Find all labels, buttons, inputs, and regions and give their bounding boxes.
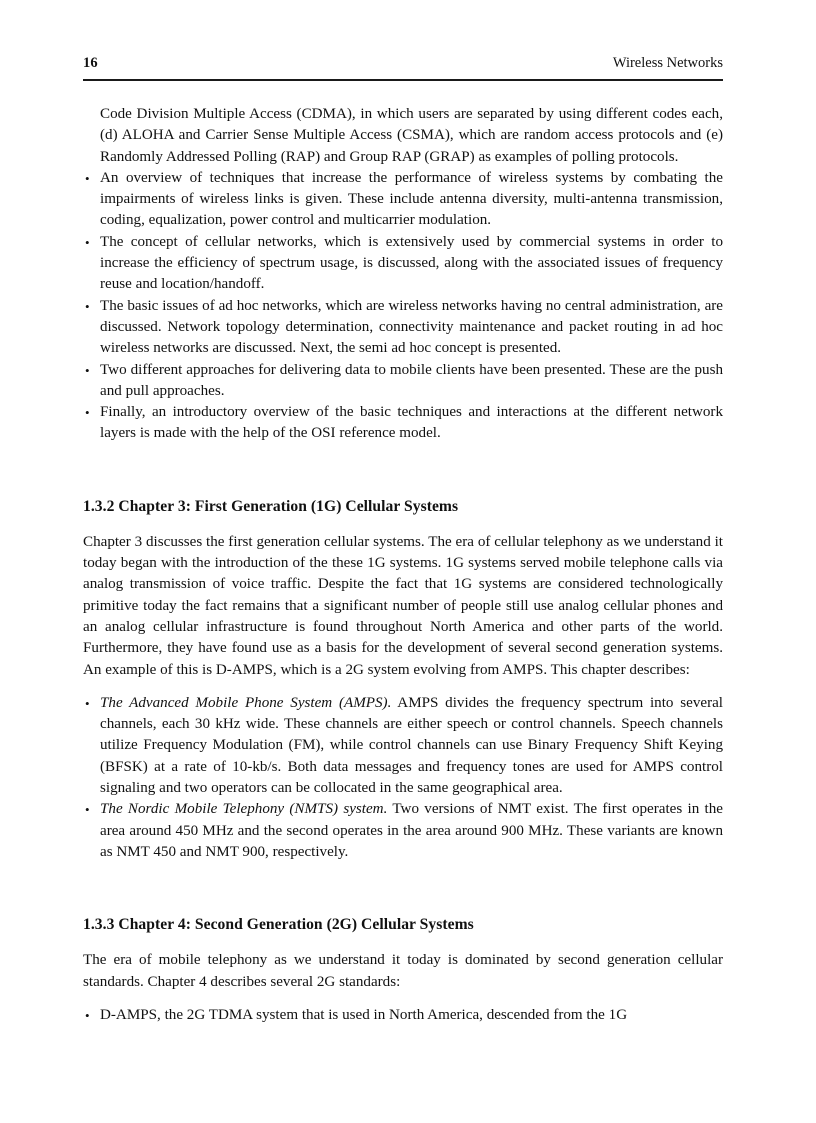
page-content	[83, 104, 723, 1026]
list-item	[83, 402, 723, 445]
bullet-marker-icon: •	[85, 298, 90, 314]
spacer	[83, 445, 723, 496]
list-item-text: Two versions of NMT exist. The first operates in the area around 450 MHz and the second operates in the area around 900 MHz. These variants are known as NMT 450 and NMT 900, respectively.	[100, 801, 724, 860]
list-item-text: AMPS divides the frequency spectrum into several channels, each 30 kHz wide. These channels are either speech or control channels. Speech channels utilize Frequency Modulation (FM), while control channels can use Binary Frequency Shift Keying (BFSK) at a rate of 10-kb/s. Both data messages and frequency tones are used for AMPS control signaling and two operators can be collocated in the same geographical area.	[100, 694, 723, 797]
bullet-marker-icon: •	[85, 802, 90, 818]
section-heading-133: 1.3.3 Chapter 4: Second Generation (2G) Cellular Systems	[83, 916, 474, 934]
page-header	[83, 56, 723, 71]
list-item-text: An overview of techniques that increase the performance of wireless systems by combating the impairments of wireless links is given. These include antenna diversity, multi-antenna transmission, coding, equalization, power control and multicarrier modulation.	[100, 169, 723, 229]
spacer	[83, 517, 723, 532]
header-divider-rule	[83, 79, 723, 81]
continuation-paragraph: Code Division Multiple Access (CDMA), in which users are separated by using different codes each, (d) ALOHA and Carrier Sense Multiple Access (CSMA), which are random access protocols and (e) Randomly Addressed Polling (RAP) and Group RAP (GRAP) as examples of polling protocols.	[100, 106, 723, 165]
section-133-bullet-list	[83, 1005, 723, 1026]
spacer	[83, 935, 723, 950]
list-item-italic-lead: The Advanced Mobile Phone System (AMPS).	[100, 694, 392, 711]
section-133-paragraph: The era of mobile telephony as we understand it today is dominated by second generation cellular standards. Chapter 4 describes several 2G standards:	[83, 952, 723, 990]
bullet-marker-icon: •	[85, 362, 90, 378]
section-132-bullet-list	[83, 693, 723, 863]
list-item-text: The concept of cellular networks, which is extensively used by commercial systems in order to increase the efficiency of spectrum usage, is discussed, along with the associated issues of frequency reuse and location/handoff.	[100, 233, 723, 293]
spacer	[83, 993, 723, 1005]
spacer	[83, 863, 723, 914]
chapter2-summary-bullet-list	[83, 168, 723, 445]
bullet-marker-icon: •	[85, 170, 90, 186]
page-number: 16	[83, 55, 98, 71]
list-item	[83, 360, 723, 403]
bullet-marker-icon: •	[85, 405, 90, 421]
bullet-marker-icon: •	[85, 695, 90, 711]
list-item	[83, 296, 723, 360]
bullet-marker-icon: •	[85, 1007, 90, 1023]
list-item	[83, 168, 723, 232]
list-item-text: The basic issues of ad hoc networks, which are wireless networks having no central administration, are discussed. Network topology determination, connectivity maintenance and packet routing in ad hoc wireless networks are discussed. Next, the semi ad hoc concept is presented.	[100, 297, 723, 357]
running-title: Wireless Networks	[612, 55, 723, 71]
list-item-italic-lead: The Nordic Mobile Telephony (NMTS) system.	[100, 801, 388, 818]
list-item-text: Two different approaches for delivering data to mobile clients have been presented. These are the push and pull approaches.	[100, 361, 723, 399]
list-item-text: Finally, an introductory overview of the basic techniques and interactions at the different network layers is made with the help of the OSI reference model.	[100, 404, 723, 442]
list-item	[83, 693, 723, 799]
section-132-paragraph: Chapter 3 discusses the first generation cellular systems. The era of cellular telephony as we understand it today began with the introduction of the these 1G systems. 1G systems served mobile telephone calls via analog transmission of voice traffic. Despite the fact that 1G systems are considered technologically primitive today the fact remains that a significant number of people still use analog cellular phones and an analog cellular infrastructure is found throughout North America and other parts of the world. Furthermore, they have found use as a basis for the development of several second generation systems. An example of this is D-AMPS, which is a 2G system evolving from AMPS. This chapter describes:	[83, 533, 723, 678]
section-heading-132: 1.3.2 Chapter 3: First Generation (1G) Cellular Systems	[83, 497, 459, 515]
list-item	[83, 232, 723, 296]
list-item	[83, 1005, 723, 1026]
list-item	[83, 799, 723, 863]
bullet-marker-icon: •	[85, 234, 90, 250]
list-item-text: D-AMPS, the 2G TDMA system that is used in North America, descended from the 1G	[100, 1006, 628, 1023]
spacer	[83, 681, 723, 693]
